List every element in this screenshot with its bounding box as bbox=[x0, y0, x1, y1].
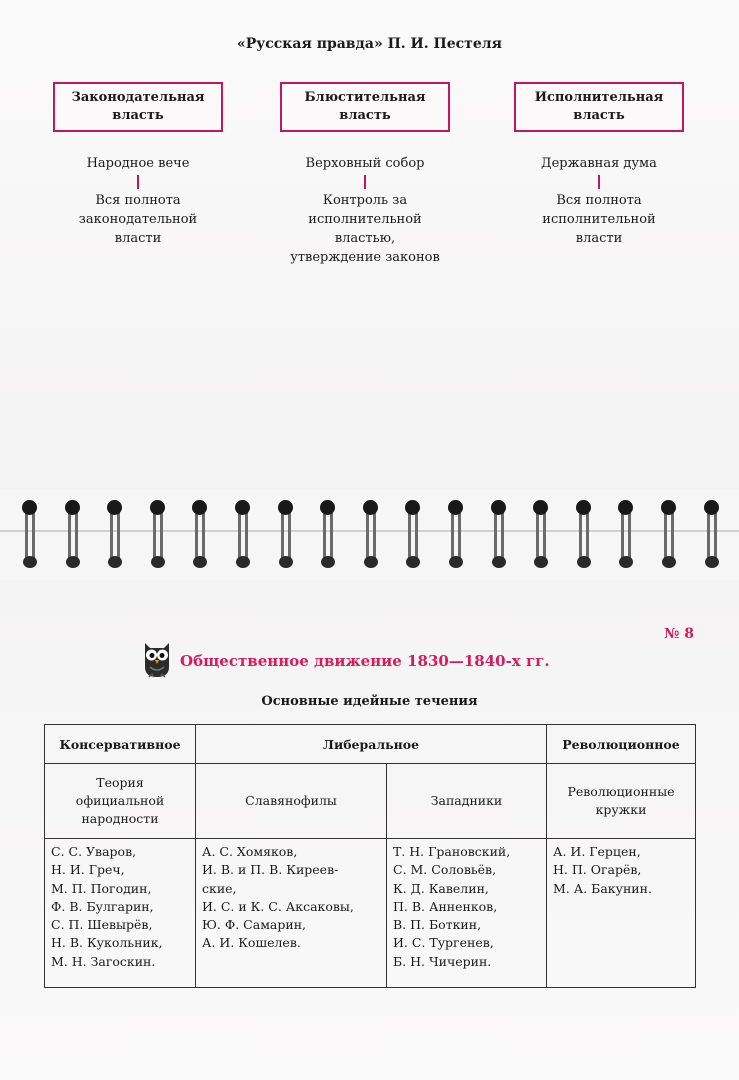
binding-ring bbox=[20, 500, 40, 570]
text-line: утверждение законов bbox=[290, 250, 440, 265]
text-line: народности bbox=[81, 811, 159, 826]
text-line: власти bbox=[575, 231, 623, 246]
text-line: власть bbox=[112, 108, 164, 123]
text-line: власти bbox=[114, 231, 162, 246]
branch-box bbox=[514, 82, 684, 132]
name-entry: Н. И. Греч, bbox=[51, 862, 125, 878]
binding-ring bbox=[190, 500, 210, 570]
name-entry: С. М. Соловьёв, bbox=[393, 862, 497, 878]
name-entry: В. П. Боткин, bbox=[393, 917, 482, 933]
text-line: Западники bbox=[430, 793, 503, 808]
table-names-row bbox=[45, 839, 696, 988]
names-slavophiles bbox=[196, 839, 387, 988]
name-entry: Ф. В. Булгарин, bbox=[51, 898, 154, 914]
connector-line bbox=[598, 175, 600, 189]
text-line: исполнительной bbox=[542, 212, 656, 227]
binding-ring bbox=[63, 500, 83, 570]
name-entry: Ю. Ф. Самарин, bbox=[202, 917, 307, 933]
name-entry: П. В. Анненков, bbox=[393, 898, 498, 914]
subheader-slavophiles bbox=[196, 764, 387, 839]
binding-ring bbox=[403, 500, 423, 570]
connector-line bbox=[137, 175, 139, 189]
section-title: Общественное движение 1830—1840-х гг. bbox=[180, 652, 550, 670]
diagram-title: «Русская правда» П. И. Пестеля bbox=[237, 36, 502, 52]
text-line: Исполнительная bbox=[534, 90, 664, 105]
header-conservative: Консервативное bbox=[45, 725, 196, 764]
branch-function bbox=[53, 191, 223, 248]
branch-function bbox=[514, 191, 684, 248]
binding-ring bbox=[276, 500, 296, 570]
binding-ring bbox=[361, 500, 381, 570]
names-westernizers bbox=[387, 839, 547, 988]
text-line: исполнительной bbox=[308, 212, 422, 227]
text-line: властью, bbox=[334, 231, 396, 246]
binding-ring bbox=[702, 500, 722, 570]
spiral-binding bbox=[0, 492, 739, 580]
branch-supervisory bbox=[280, 82, 450, 267]
connector-line bbox=[364, 175, 366, 189]
binding-ring bbox=[659, 500, 679, 570]
name-entry: А. С. Хомяков, bbox=[202, 844, 298, 859]
branch-function bbox=[280, 191, 450, 267]
name-entry: С. С. Уваров, bbox=[51, 844, 137, 859]
name-entry: И. С. и К. С. Аксаковы, bbox=[202, 898, 354, 914]
text-line: законодательной bbox=[78, 212, 198, 227]
branch-box bbox=[53, 82, 223, 132]
text-line: кружки bbox=[595, 802, 647, 817]
name-entry: М. П. Погодин, bbox=[51, 880, 152, 896]
branch-box-label bbox=[535, 89, 664, 125]
branch-box bbox=[280, 82, 450, 132]
header-revolutionary: Революционное bbox=[547, 725, 696, 764]
name-entry: М. Н. Загоскин. bbox=[51, 953, 156, 969]
branch-box-label bbox=[72, 89, 205, 125]
binding-ring bbox=[233, 500, 253, 570]
subheader-revolutionary-circles bbox=[547, 764, 696, 839]
table-subheader-row bbox=[45, 764, 696, 839]
name-entry: И. В. и П. В. Киреев- bbox=[202, 862, 339, 878]
branch-organ: Народное вече bbox=[86, 156, 190, 171]
names-revolutionary bbox=[547, 839, 696, 988]
name-entry: М. А. Бакунин. bbox=[553, 880, 652, 896]
subheader-westernizers bbox=[387, 764, 547, 839]
ideologies-table bbox=[44, 724, 696, 988]
binding-ring bbox=[489, 500, 509, 570]
binding-ring bbox=[105, 500, 125, 570]
branch-organ: Державная дума bbox=[541, 156, 657, 171]
text-line: власть bbox=[339, 108, 391, 123]
table-header-row bbox=[45, 725, 696, 764]
text-line: Славянофилы bbox=[245, 793, 337, 808]
text-line: власть bbox=[573, 108, 625, 123]
name-entry: Б. Н. Чичерин. bbox=[393, 953, 492, 969]
binding-ring bbox=[148, 500, 168, 570]
text-line: Вся полнота bbox=[556, 193, 642, 208]
text-line: Законодательная bbox=[71, 90, 205, 105]
exercise-number: № 8 bbox=[664, 626, 694, 642]
name-entry: К. Д. Кавелин, bbox=[393, 880, 489, 896]
name-entry: Т. Н. Грановский, bbox=[393, 844, 511, 859]
binding-ring bbox=[574, 500, 594, 570]
text-line: Революционные bbox=[567, 784, 675, 799]
header-liberal: Либеральное bbox=[196, 725, 547, 764]
binding-ring bbox=[318, 500, 338, 570]
branch-legislative bbox=[53, 82, 223, 248]
name-entry: ские, bbox=[202, 880, 237, 896]
branch-organ: Верховный собор bbox=[305, 156, 425, 171]
table-caption: Основные идейные течения bbox=[261, 694, 478, 709]
text-line: Теория bbox=[96, 775, 144, 790]
subheader-official-nationality bbox=[45, 764, 196, 839]
branch-executive bbox=[514, 82, 684, 248]
text-line: официальной bbox=[75, 793, 165, 808]
name-entry: А. И. Кошелев. bbox=[202, 935, 301, 951]
name-entry: Н. В. Кукольник, bbox=[51, 935, 163, 951]
names-conservative bbox=[45, 839, 196, 988]
text-line: Контроль за bbox=[322, 193, 408, 208]
binding-ring bbox=[616, 500, 636, 570]
text-line: Вся полнота bbox=[95, 193, 181, 208]
name-entry: С. П. Шевырёв, bbox=[51, 917, 153, 933]
owl-icon bbox=[140, 637, 174, 679]
name-entry: А. И. Герцен, bbox=[553, 844, 641, 859]
name-entry: И. С. Тургенев, bbox=[393, 935, 494, 951]
text-line: Блюстительная bbox=[304, 90, 426, 105]
branch-box-label bbox=[304, 89, 425, 125]
binding-ring bbox=[531, 500, 551, 570]
name-entry: Н. П. Огарёв, bbox=[553, 862, 642, 878]
binding-ring bbox=[446, 500, 466, 570]
